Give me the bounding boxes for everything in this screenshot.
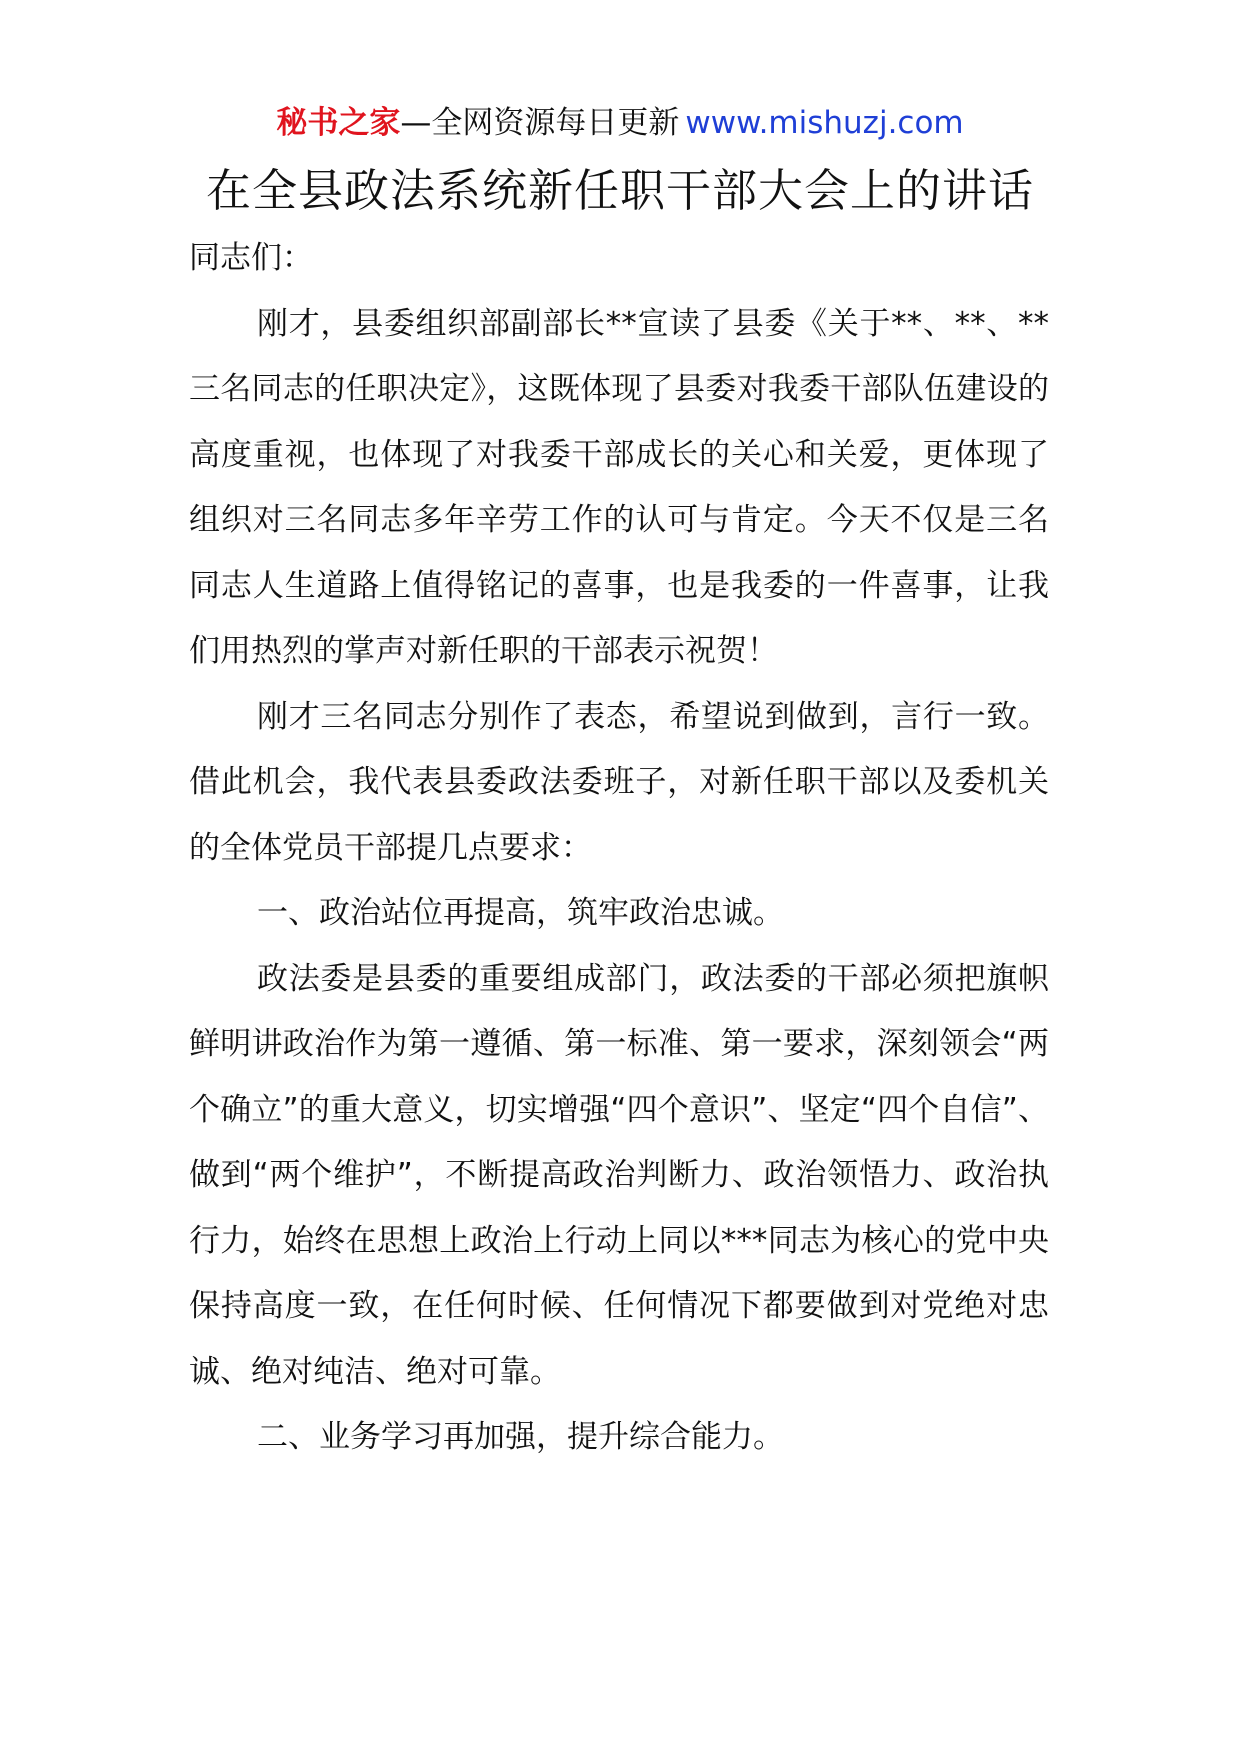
site-url-link[interactable]: www.mishuzj.com	[685, 105, 964, 141]
paragraph-opening: 刚才，县委组织部副部长**宣读了县委《关于**、**、**三名同志的任职决定》，这既体现了县委对我委干部队伍建设的高度重视，也体现了对我委干部成长的关心和关爱，更体现了组织对三名同志多年辛劳工作的认可与肯定。今天不仅是三名同志人生道路上值得铭记的喜事，也是我委的一件喜事，让我们用热烈的掌声对新任职的干部表示祝贺！	[189, 305, 1049, 669]
document-body	[189, 226, 1049, 1471]
header-tagline: —全网资源每日更新	[400, 105, 680, 141]
section-body-1: 政法委是县委的重要组成部门，政法委的干部必须把旗帜鲜明讲政治作为第一遵循、第一标准、第一要求，深刻领会“两个确立”的重大意义，切实增强“四个意识”、坚定“四个自信”、做到“两个维护”，不断提高政治判断力、政治领悟力、政治执行力，始终在思想上政治上行动上同以***同志为核心的党中央保持高度一致，在任何时候、任何情况下都要做到对党绝对忠诚、绝对纯洁、绝对可靠。	[189, 960, 1049, 1390]
brand-name: 秘书之家	[276, 105, 401, 141]
document-title: 在全县政法系统新任职干部大会上的讲话	[205, 164, 1034, 217]
paragraph-requirements-intro: 刚才三名同志分别作了表态，希望说到做到，言行一致。借此机会，我代表县委政法委班子，对新任职干部以及委机关的全体党员干部提几点要求：	[189, 698, 1049, 866]
site-header	[0, 102, 1240, 144]
section-heading-1: 一、政治站位再提高，筑牢政治忠诚。	[257, 895, 784, 931]
section-heading-2: 二、业务学习再加强，提升综合能力。	[257, 1419, 784, 1455]
salutation: 同志们：	[189, 240, 313, 276]
